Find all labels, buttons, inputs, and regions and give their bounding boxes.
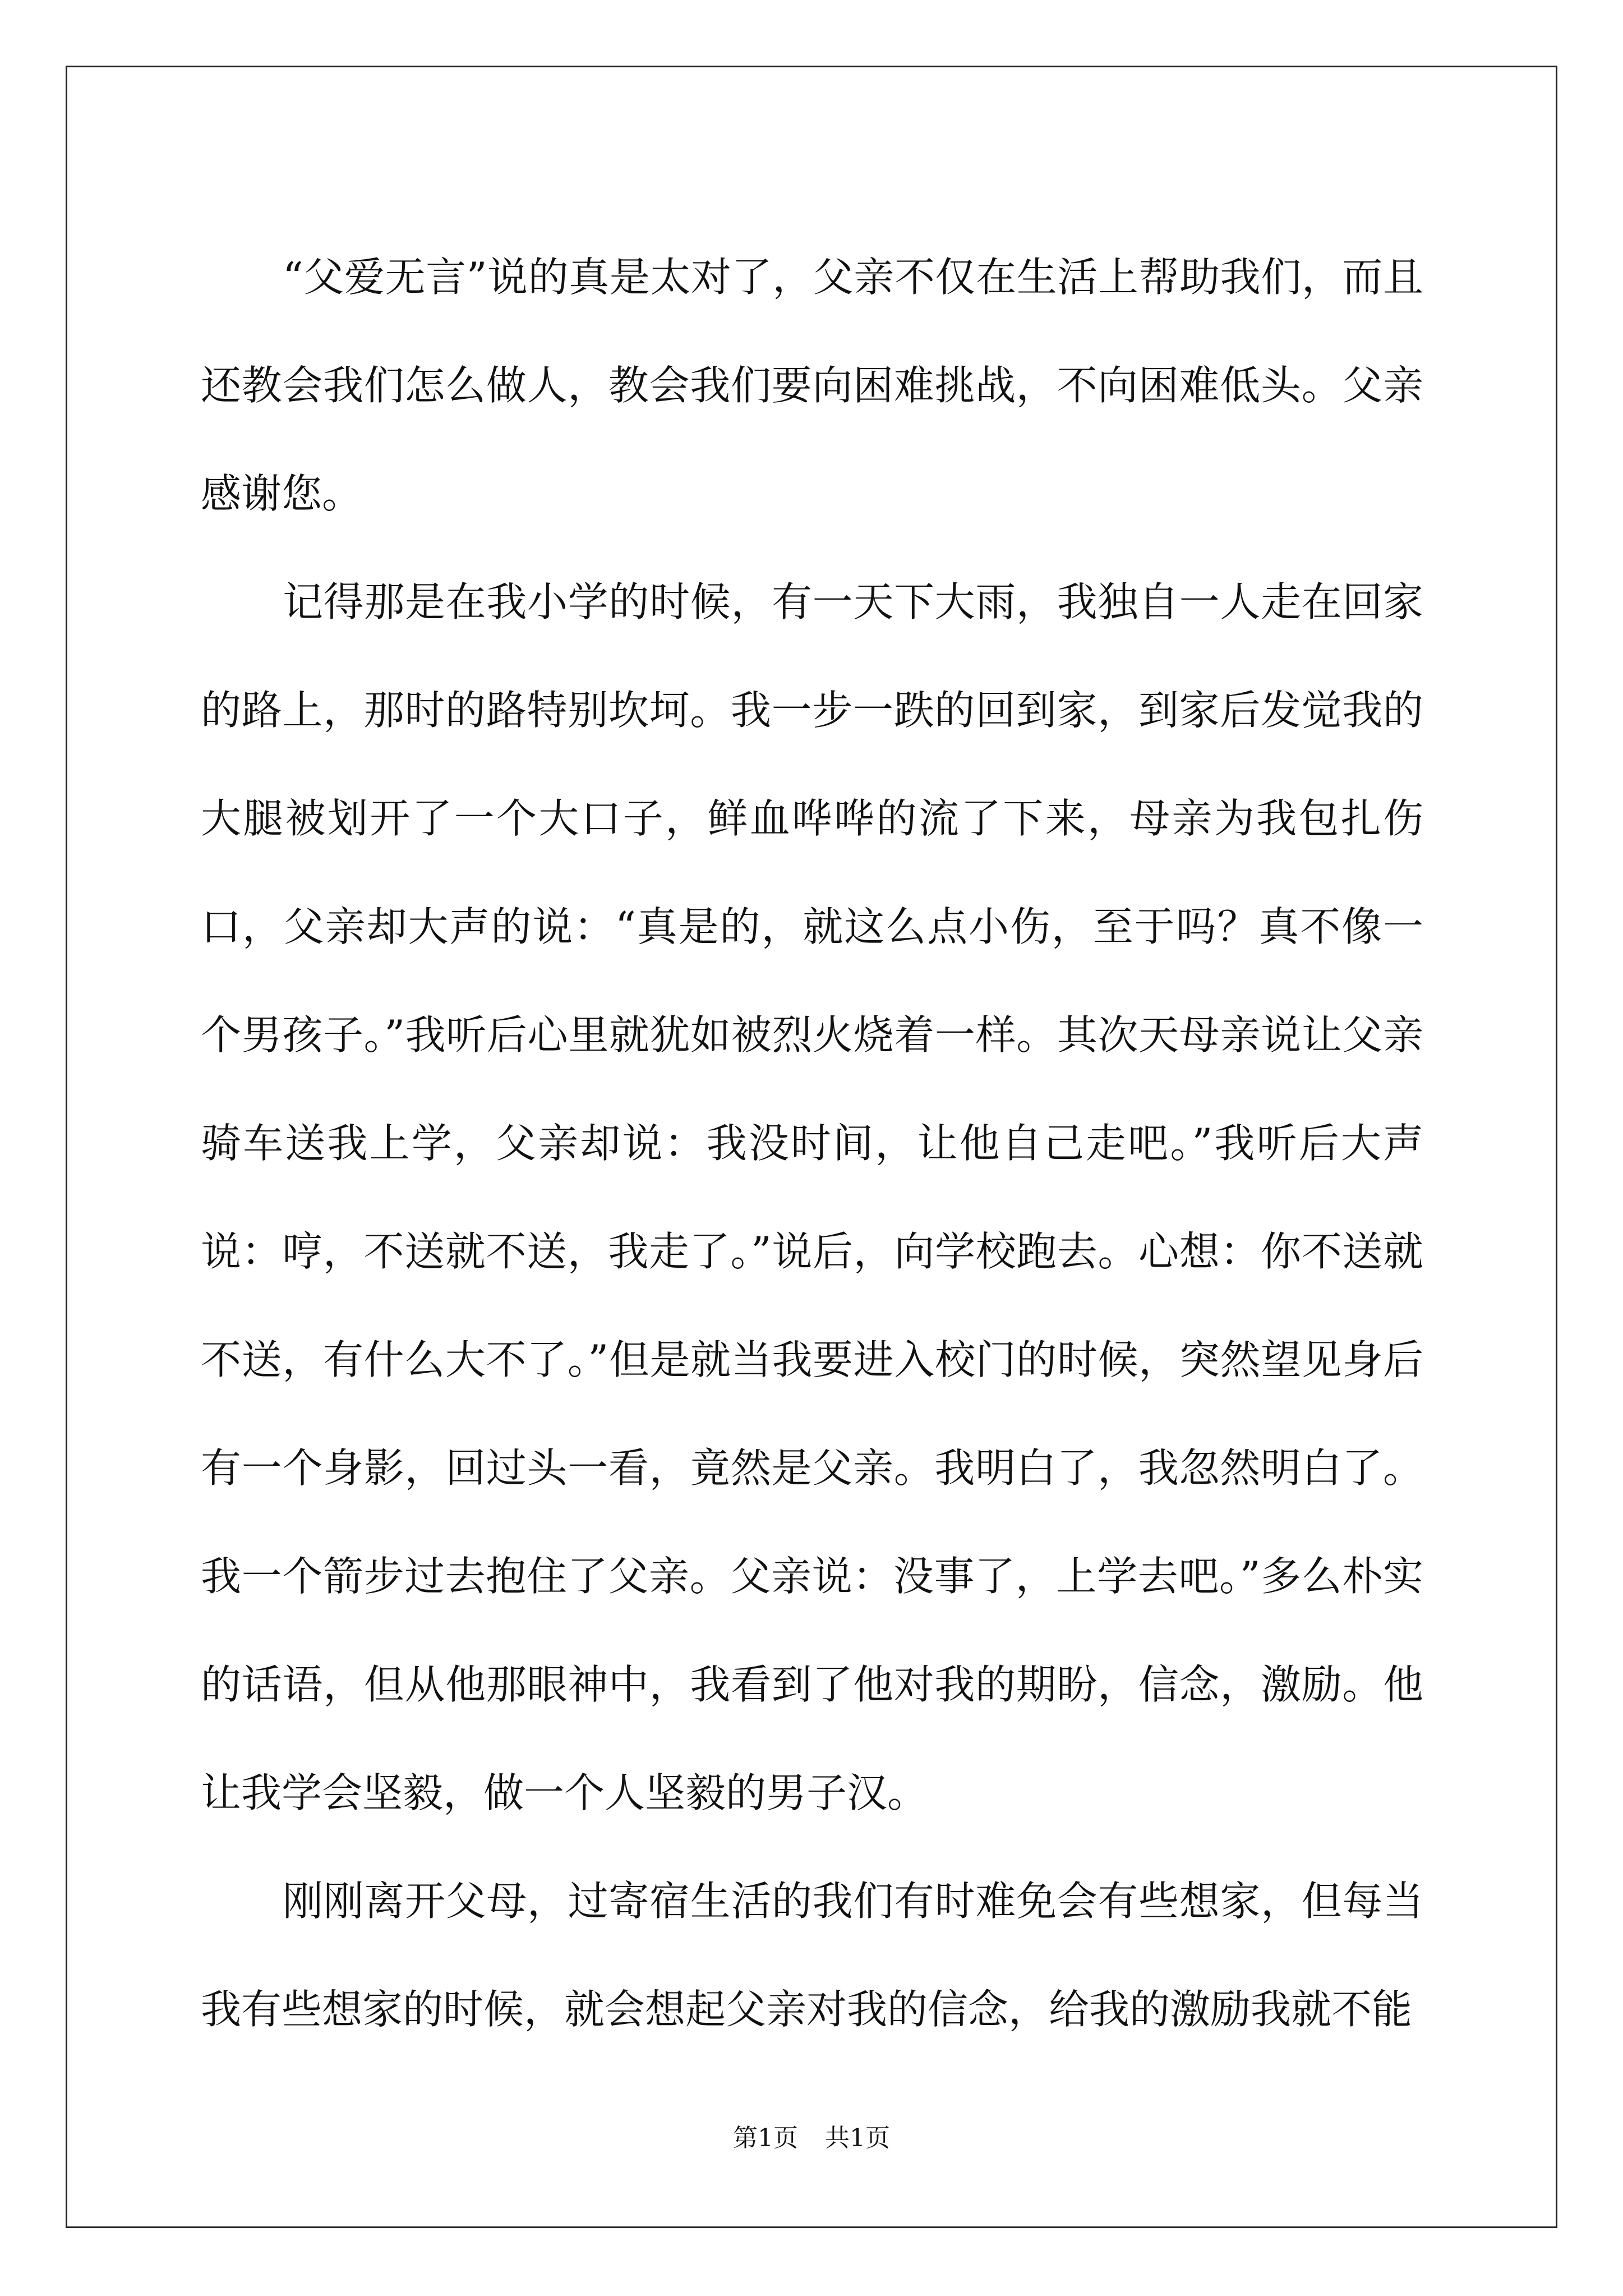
page-total: 共1页 bbox=[825, 2124, 890, 2152]
document-body bbox=[201, 223, 1423, 2064]
paragraph: “父爱无言”说的真是太对了，父亲不仅在生活上帮助我们，而且还教会我们怎么做人，教会我们要向困难挑战，不向困难低头。父亲感谢您。 bbox=[201, 254, 1423, 517]
paragraph: 刚刚离开父母，过寄宿生活的我们有时难免会有些想家，但每当我有些想家的时候，就会想起父亲对我的信念，给我的激励我就不能 bbox=[201, 1878, 1423, 2033]
page-footer bbox=[0, 2118, 1623, 2154]
paragraph: 记得那是在我小学的时候，有一天下大雨，我独自一人走在回家的路上，那时的路特别坎坷。我一步一跌的回到家，到家后发觉我的大腿被划开了一个大口子，鲜血哗哗的流了下来，母亲为我包扎伤口，父亲却大声的说：“真是的，就这么点小伤，至于吗？真不像一个男孩子。”我听后心里就犹如被烈火烧着一样。其次天母亲说让父亲骑车送我上学，父亲却说：我没时间，让他自己走吧。”我听后大声说：哼，不送就不送，我走了。”说后，向学校跑去。心想：你不送就不送，有什么大不了。”但是就当我要进入校门的时候，突然望见身后有一个身影，回过头一看，竟然是父亲。我明白了，我忽然明白了。我一个箭步过去抱住了父亲。父亲说：没事了，上学去吧。”多么朴实的话语，但从他那眼神中，我看到了他对我的期盼，信念，激励。他让我学会坚毅，做一个人坚毅的男子汉。 bbox=[201, 578, 1423, 1816]
page-number: 第1页 bbox=[733, 2124, 798, 2152]
